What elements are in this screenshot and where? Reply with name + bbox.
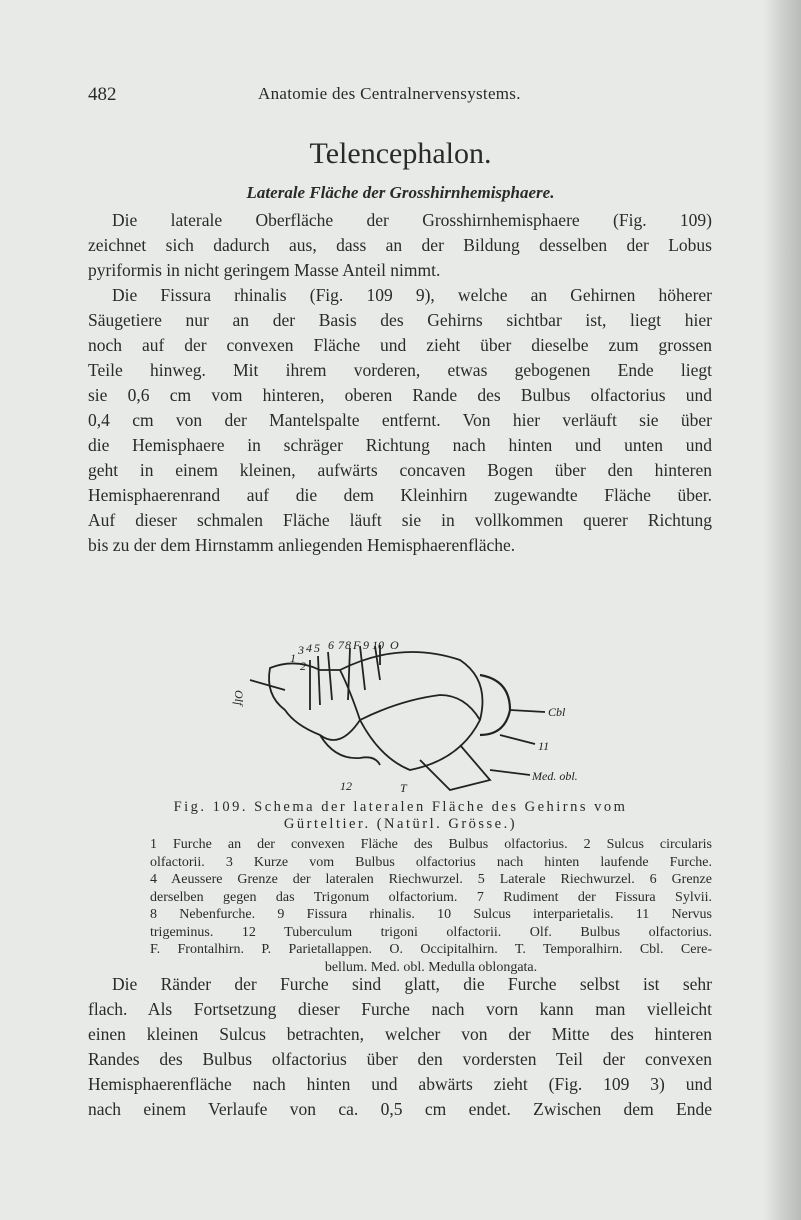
text-line: Teile hinweg. Mit ihrem vorderen, etwas gebogenen Ende liegt [88,360,712,380]
text-line: sie 0,6 cm vom hinteren, oberen Rande des Bulbus olfactorius und [88,385,712,405]
text-line: zeichnet sich dadurch aus, dass an der Bildung desselben der Lobus [88,235,712,255]
figure-legend [150,836,712,976]
text-line: nach einem Verlaufe von ca. 0,5 cm endet. Zwischen dem Ende [88,1099,712,1119]
figure-label: T [400,781,407,795]
section-title: Telencephalon. [309,137,492,170]
text-line: die Hemisphaere in schräger Richtung nach hinten und unten und [88,435,712,455]
figure-label: 8 [345,640,351,652]
figure-label: 10 [372,640,384,652]
legend-line: F. Frontalhirn. P. Parietallappen. O. Occipitalhirn. T. Temporalhirn. Cbl. Cere- [150,942,712,957]
figure-label: 11 [538,739,550,753]
paragraph-3 [88,972,712,1122]
caption-title-line: Gürteltier. (Natürl. Grösse.) [283,816,518,832]
figure-label: 4 [306,641,312,655]
figure-label: Cbl [548,705,566,719]
figure-label: 12 [340,779,352,793]
legend-line: olfactorii. 3 Kurze vom Bulbus olfactorius nach hinten laufende Furche. [150,854,712,870]
text-line: Die Fissura rhinalis (Fig. 109 9), welche an Gehirnen höherer [112,285,712,305]
text-line: bis zu der dem Hirnstamm anliegenden Hemisphaerenfläche. [88,535,516,555]
paragraph-2 [88,283,712,558]
figure-label: 3 [298,643,304,657]
figure-label: 2 [300,659,306,673]
text-line: Randes des Bulbus olfactorius über den vordersten Teil der convexen [88,1049,712,1069]
running-header [88,84,708,108]
olfactory-bulb-outline [269,663,360,740]
running-title: Anatomie des Centralnervensystems. [258,84,521,103]
text-line: 0,4 cm von der Mantelspalte entfernt. Von hier verläuft sie über [88,410,712,430]
legend-line: 8 Nebenfurche. 9 Fissura rhinalis. 10 Sulcus interparietalis. 11 Nervus [150,907,712,922]
figure-label: 1 [290,651,296,665]
text-line: pyriformis in nicht geringem Masse Anteil nimmt. [88,260,441,280]
figure-caption-title [0,799,801,833]
figure-label: 9 [363,640,369,652]
section-subtitle: Laterale Fläche der Grosshirnhemisphaere. [246,183,555,202]
text-line: flach. Als Fortsetzung dieser Furche nach vorn kann man vielleicht [88,999,712,1019]
text-line: Säugetiere nur an der Basis des Gehirns sichtbar ist, liegt hier [88,310,712,330]
brain-schema-figure [200,640,580,795]
text-line: Hemisphaerenrand auf die dem Kleinhirn zugewandte Fläche über. [88,485,712,505]
legend-line: 4 Aeussere Grenze der lateralen Riechwurzel. 5 Laterale Riechwurzel. 6 Grenze [150,872,712,887]
text-line: noch auf der convexen Fläche und zieht über dieselbe zum grossen [88,335,712,355]
legend-line: derselben gegen das Trigonum olfactorium. 7 Rudiment der Fissura Sylvii. [150,889,712,905]
figure-label: O [390,640,399,652]
figure-label: F [353,640,361,652]
legend-line: trigeminus. 12 Tuberculum trigoni olfactorii. Olf. Bulbus olfactorius. [150,924,712,940]
paragraph-1 [88,208,712,283]
text-line: einen kleinen Sulcus betrachten, welcher von der Mitte des hinteren [88,1024,712,1044]
page-number: 482 [88,84,117,105]
figure-label: Olf [232,690,246,706]
text-line: Auf dieser schmalen Fläche läuft sie in vollkommen querer Richtung [88,510,712,530]
figure-label: 6 [328,640,334,652]
text-line: Die Ränder der Furche sind glatt, die Furche selbst ist sehr [112,974,712,994]
figure-label: Med. obl. [532,769,578,783]
text-line: Die laterale Oberfläche der Grosshirnhemisphaere (Fig. 109) [112,210,712,230]
figure-label: 7 [338,640,344,652]
caption-title-line: Fig. 109. Schema der lateralen Fläche des Gehirns vom [173,799,628,815]
legend-line: bellum. Med. obl. Medulla oblongata. [324,959,538,975]
legend-line: 1 Furche an der convexen Fläche des Bulbus olfactorius. 2 Sulcus circularis [150,837,712,852]
figure-label: 5 [314,641,320,655]
text-line: Hemisphaerenfläche nach hinten und abwärts zieht (Fig. 109 3) und [88,1074,712,1094]
text-line: geht in einem kleinen, aufwärts concaven Bogen über den hinteren [88,460,712,480]
